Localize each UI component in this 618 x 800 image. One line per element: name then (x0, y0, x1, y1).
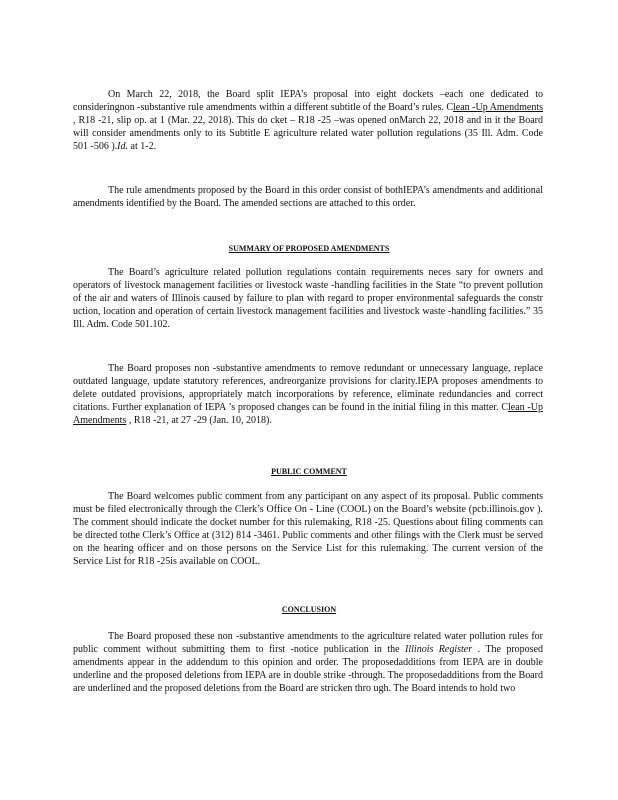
section-heading-public-comment: PUBLIC COMMENT (271, 467, 347, 476)
paragraph-conclusion (73, 630, 543, 695)
paragraph-docket-split (73, 88, 543, 153)
paragraph-text: , R18 -21, slip op. at 1 (Mar. 22, 2018). This do cket – R18 -25 –was opened onMarch 22, 2018 and in it the Board will consider amendments only to its Subtitle E agriculture related water pollution regulations (35 Ill. Adm. Code 501 -506 ). (73, 115, 543, 152)
paragraph-text: , R18 -21, at 27 -29 (Jan. 10, 2018). (126, 415, 272, 426)
id-citation: Id. (117, 141, 129, 152)
section-heading-summary: SUMMARY OF PROPOSED AMENDMENTS (228, 244, 390, 253)
paragraph-text: The Board proposes non -substantive amendments to remove redundant or unnecessary language, replace outdated language, update statutory references, andreorganize provisions for clarity.IEPA proposes amendments to delete outdated provisions, appropriately match incorporations by reference, eliminate redundancies and correct citations. Further explanation of IEPA ’s proposed changes can be found in the initial filing in this matter. C (73, 363, 543, 413)
illinois-register-title: Illinois Register (405, 644, 473, 655)
clean-up-amendments-citation: lean -Up Amendments (453, 102, 543, 113)
paragraph-text: The Board proposed these non -substantive amendments to the agriculture related water pollution rules for public comment without submitting them to first -notice publication in the (73, 631, 543, 655)
paragraph-regulations-purpose: The Board’s agriculture related pollution regulations contain requirements neces sary for owners and operators of livestock management facilities or livestock waste -handling facilities in the State “to prevent pollution of the air and waters of Illinois caused by failure to plan with regard to proper environmental safeguards the constr uction, location and operation of certain livestock management facilities and livestock waste -handling facilities.” 35 Ill. Adm. Code 501.102. (73, 267, 543, 330)
paragraph-amendments-scope: The rule amendments proposed by the Board in this order consist of bothIEPA’s amendments and additional amendments identified by the Board. The amended sections are attached to this order. (73, 185, 543, 209)
paragraph-proposed-changes (73, 362, 543, 427)
paragraph-text: On March 22, 2018, the Board split IEPA’s proposal into eight dockets –each one dedicated to consideringnon -substantive rule amendments within a different subtitle of the Board’s rules. C (73, 89, 543, 113)
clean-up-amendments-citation: lean -Up Amendments (73, 402, 543, 426)
paragraph-text: . The proposed amendments appear in the addendum to this opinion and order. The proposedadditions from IEPA are in double underline and the proposed deletions from IEPA are in double strike -through. The proposedadditions from the Board are underlined and the proposed deletions from the Board are stricken thro ugh. The Board intends to hold two (73, 644, 543, 694)
paragraph-text: at 1-2. (128, 141, 157, 152)
paragraph-public-comment: The Board welcomes public comment from any participant on any aspect of its proposal. Public comments must be filed electronically through the Clerk’s Office On - Line (COOL) on the Board’s website (pcb.illinois.gov ). The comment should indicate the docket number for this rulemaking, R18 -25. Questions about filing comments can be directed tothe Clerk’s Office at (312) 814 -3461. Public comments and other filings with the Clerk must be served on the hearing officer and on those persons on the Service List for this rulemaking. The current version of the Service List for R18 -25is available on COOL. (73, 491, 543, 567)
section-heading-conclusion: CONCLUSION (281, 605, 337, 614)
